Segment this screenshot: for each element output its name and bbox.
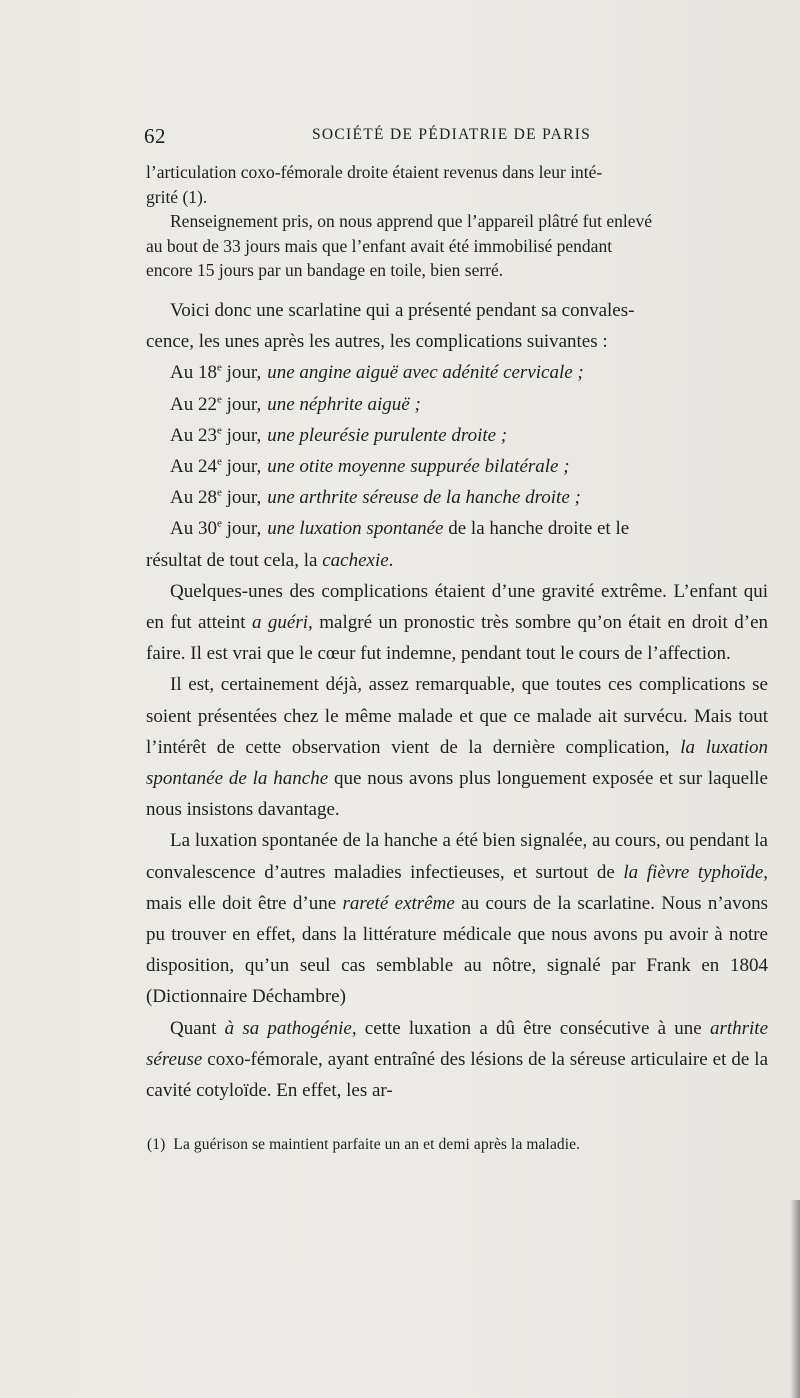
list-item-day: Au 18e jour,: [170, 362, 262, 384]
intro-line-4: au bout de 33 jours mais que l’enfant avait été immobilisé pendant: [146, 235, 613, 256]
list-item-text: une angine aiguë avec adénité cervicale ;: [267, 362, 584, 384]
list-item: [146, 482, 768, 513]
intro-line-5: encore 15 jours par un bandage en toile, bien serré.: [146, 260, 504, 281]
page-edge-shadow: [790, 1200, 800, 1398]
list-item-day: Au 28e jour,: [170, 486, 262, 509]
page-content: [146, 124, 768, 1156]
list-item-last: [146, 513, 768, 544]
list-item-day: Au 24e jour,: [170, 455, 262, 477]
paragraph-4: Quant à sa pathogénie, cette luxation a dû être consécutive à une arthrite séreuse coxo-fémorale, ayant entraîné des lésions de la séreuse articulaire et de la cavité cotyloïde. En effet, les ar-: [146, 1017, 769, 1102]
footnote-text: La guérison se maintient parfaite un an et demi après la maladie.: [173, 1136, 581, 1154]
main-intro-line-1: Voici donc une scarlatine qui a présenté pendant sa convales-: [170, 299, 635, 321]
list-item: [146, 451, 768, 482]
list-item-day: Au 22e jour,: [170, 393, 262, 415]
list-item-text: une néphrite aiguë ;: [267, 393, 421, 415]
footnote-marker: (1): [147, 1136, 166, 1154]
paragraph-2: Il est, certainement déjà, assez remarquable, que toutes ces complications se soient présentées chez le même malade et que ce malade ait survécu. Mais tout l’intérêt de cette observation vient de la dernière complication, la luxation spontanée de la hanche que nous avons plus longuement exposée et sur laquelle nous insistons davantage.: [146, 674, 768, 821]
list-item: [146, 420, 768, 451]
list-item-day: Au 30e jour,: [170, 518, 262, 540]
intro-block: [146, 160, 768, 283]
list-item-day: Au 23e jour,: [170, 424, 262, 446]
list-item-last-line-2: résultat de tout cela, la cachexie.: [146, 549, 394, 571]
intro-line-1: l’articulation coxo-fémorale droite étaient revenus dans leur inté-: [146, 162, 603, 182]
list-item-text: une arthrite séreuse de la hanche droite ;: [267, 487, 581, 509]
footnote: [146, 1134, 768, 1156]
running-head: SOCIÉTÉ DE PÉDIATRIE DE PARIS: [312, 126, 592, 143]
list-item: [146, 357, 768, 388]
complication-list: [146, 357, 768, 575]
page-number: 62: [144, 124, 166, 148]
intro-line-3: Renseignement pris, on nous apprend que l’appareil plâtré fut enlevé: [170, 211, 653, 232]
list-item: [146, 389, 768, 420]
paragraph-1: Quelques-unes des complications étaient d’une gravité extrême. L’enfant qui en fut atteint a guéri, malgré un pronostic très sombre qu’on était en droit d’en faire. Il est vrai que le cœur fut indemne, pendant tout le cours de l’affection.: [146, 580, 768, 665]
section-gap: [146, 283, 768, 295]
list-item-text: une otite moyenne suppurée bilatérale ;: [267, 455, 570, 477]
list-item-after: de la hanche droite et le: [443, 518, 630, 540]
list-item-italic: une luxation spontanée: [267, 518, 444, 540]
intro-line-2: grité (1).: [146, 186, 208, 207]
main-body: [146, 295, 768, 1156]
page-header: [146, 124, 768, 160]
list-item-text: une pleurésie purulente droite ;: [267, 424, 508, 446]
paragraph-3: La luxation spontanée de la hanche a été bien signalée, au cours, ou pendant la convalescence d’autres maladies infectieuses, et surtout de la fièvre typhoïde, mais elle doit être d’une rareté extrême au cours de la scarlatine. Nous n’avons pu trouver en effet, dans la littérature médicale que nous avons pu avoir à notre disposition, qu’un seul cas semblable au nôtre, signalé par Frank en 1804 (Dictionnaire Déchambre): [146, 830, 769, 1008]
main-intro-line-2: cence, les unes après les autres, les complications suivantes :: [146, 331, 608, 353]
